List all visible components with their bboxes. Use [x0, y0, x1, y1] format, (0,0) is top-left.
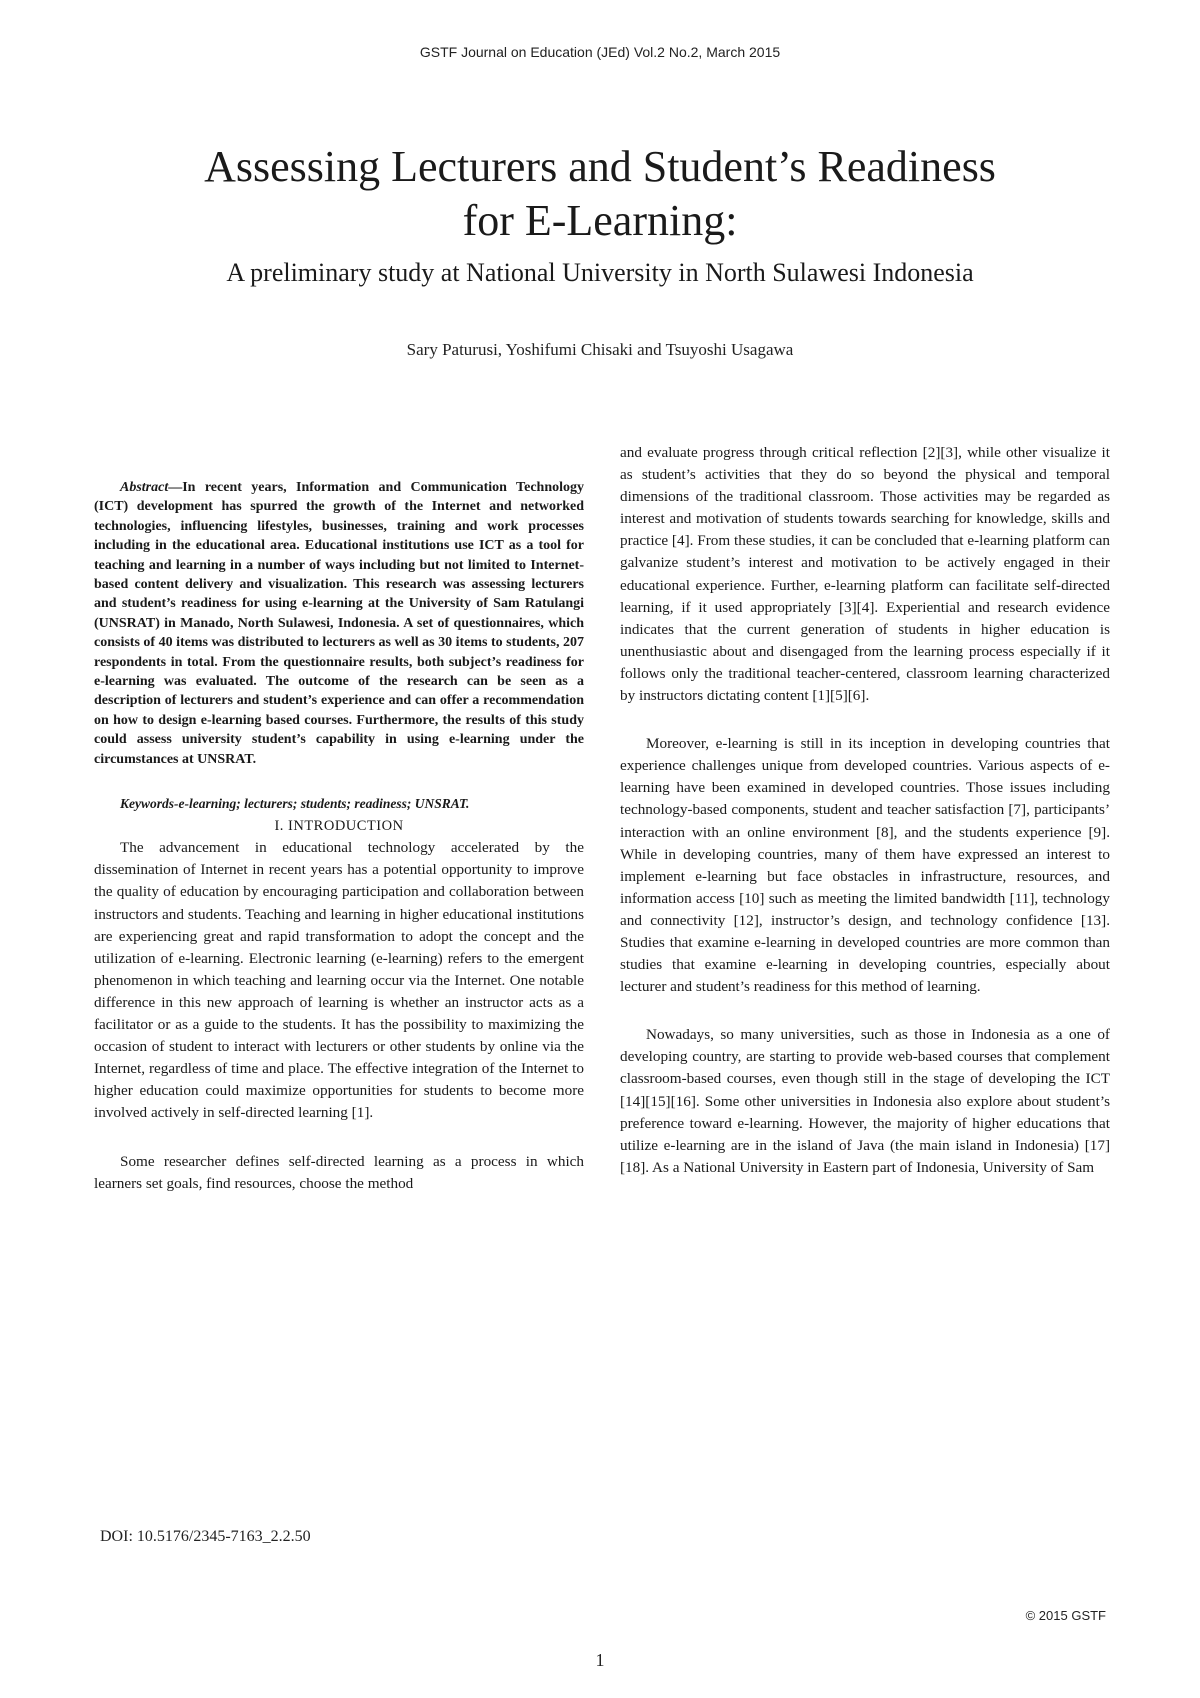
keywords: Keywords-e-learning; lecturers; students; readiness; UNSRAT. — [120, 796, 470, 812]
title-line-2: for E-Learning: — [462, 196, 738, 245]
paragraph: Some researcher defines self-directed learning as a process in which learners set goals, find resources, choose the method — [94, 1152, 584, 1192]
abstract-text: —In recent years, Information and Communication Technology (ICT) development has spurred the growth of the Internet and networked technologies, influencing lifestyles, businesses, training and work processes including in the educational area. Educational institutions use ICT as a tool for teaching and learning in a number of ways including but not limited to Internet-based content delivery and visualization. This research was assessing lecturers and student’s readiness for using e-learning at the University of Sam Ratulangi (UNSRAT) in Manado, North Sulawesi, Indonesia. A set of questionnaires, which consists of 40 items was distributed to lecturers as well as 30 items to students, 207 respondents in total. From the questionnaire results, both subject’s readiness for e-learning was evaluated. The outcome of the research can be seen as a description of lecturers and student’s experience and can offer a recommendation on how to design e-learning based courses. Furthermore, the results of this study could assess university student’s capability in using e-learning under the circumstances at UNSRAT. — [94, 480, 584, 767]
authors: Sary Paturusi, Yoshifumi Chisaki and Tsuyoshi Usagawa — [406, 340, 794, 359]
title-line-1: Assessing Lecturers and Student’s Readiness — [204, 142, 996, 191]
paragraph: and evaluate progress through critical reflection [2][3], while other visualize it as student’s activities that they do so beyond the physical and temporal dimensions of the traditional classroom. Those activities may be regarded as interest and motivation of students towards searching for knowledge, skills and practice [4]. From these studies, it can be concluded that e-learning platform can galvanize student’s interest and motivation to be actively engaged in their educational experience. Further, e-learning platform can facilitate self-directed learning, if it used appropriately [3][4]. Experiential and research evidence indicates that the current generation of students in higher education is unenthusiastic about and disengaged from the learning process especially if it follows only the traditional teacher-centered, classroom learning characterized by instructors dictating content [1][5][6]. — [620, 444, 1110, 705]
section-heading: I. INTRODUCTION — [274, 818, 404, 835]
left-column — [94, 478, 584, 1195]
page-number: 1 — [595, 1650, 605, 1670]
paper-subtitle: A preliminary study at National University in North Sulawesi Indonesia — [226, 258, 974, 287]
paragraph: The advancement in educational technology accelerated by the dissemination of Internet in recent years has a potential opportunity to improve the quality of education by encouraging participation and collaboration between instructors and students. Teaching and learning in higher educational institutions are experiencing great and rapid transformation to adopt the concept and the utilization of e-learning. Electronic learning (e-learning) refers to the emergent phenomenon in which teaching and learning occur via the Internet. One notable difference in this new approach of learning is whether an instructor acts as a facilitator or as a guide to the students. It has the possibility to maximizing the occasion of student to interact with lecturers or other students by online via the Internet, regardless of time and place. The effective integration of the Internet to higher education could maximize opportunities for students to become more involved actively in self-directed learning [1]. — [94, 839, 584, 1122]
journal-header: GSTF Journal on Education (JEd) Vol.2 No.2, March 2015 — [419, 44, 781, 60]
doi: DOI: 10.5176/2345-7163_2.2.50 — [100, 1528, 311, 1545]
right-column — [620, 442, 1110, 1179]
paragraph: Nowadays, so many universities, such as those in Indonesia as a one of developing country, are starting to provide web-based courses that complement classroom-based courses, even though still in the stage of developing the ICT [14][15][16]. Some other universities in Indonesia also explore about student’s preference toward e-learning. However, the majority of higher educations that utilize e-learning are in the island of Java (the main island in Indonesia) [17][18]. As a National University in Eastern part of Indonesia, University of Sam — [620, 1026, 1110, 1176]
paper-title — [100, 140, 1100, 248]
abstract — [94, 478, 584, 769]
abstract-label: Abstract — [120, 480, 169, 495]
paragraph: Moreover, e-learning is still in its inception in developing countries that experience challenges unique from developed countries. Various aspects of e-learning have been examined in developed countries. Those issues including technology-based components, student and teacher satisfaction [7], participants’ interaction with an online environment [8], and the students experience [9]. While in developing countries, many of them have expressed an interest to implement e-learning but face obstacles in infrastructure, resources, and information access [10] such as meeting the limited bandwidth [11], technology and connectivity [12], instructor’s design, and technology confidence [13]. Studies that examine e-learning in developed countries are more common than studies that examine e-learning in developing countries, especially about lecturer and student’s readiness for this method of learning. — [620, 735, 1110, 996]
copyright: © 2015 GSTF — [1025, 1608, 1106, 1623]
